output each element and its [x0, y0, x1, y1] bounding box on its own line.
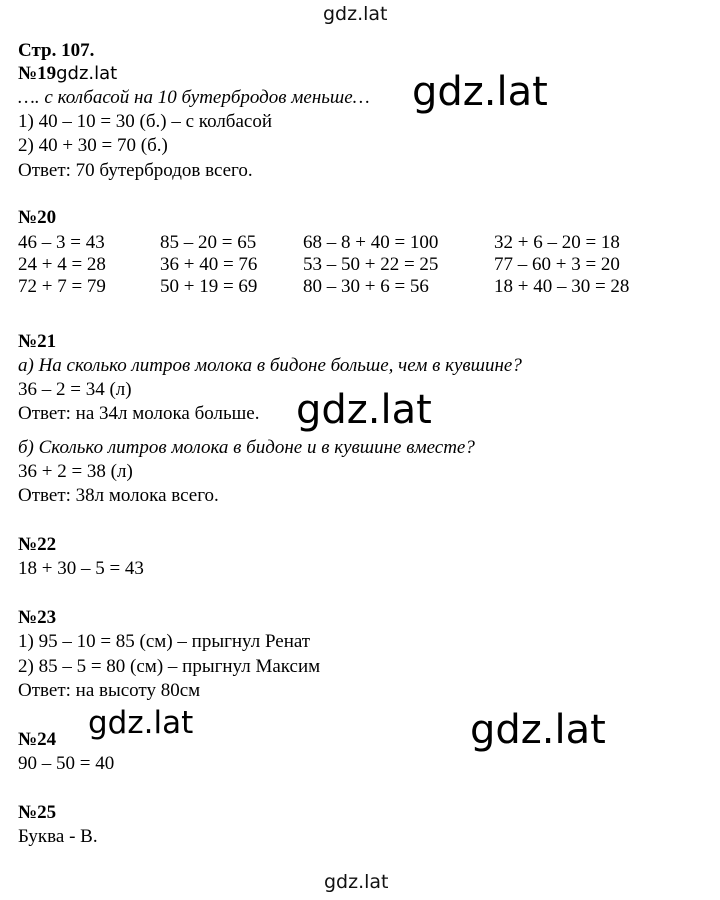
- task20-number: №20: [18, 207, 57, 228]
- watermark-top: gdz.lat: [323, 3, 388, 25]
- task21-answer-b: Ответ: 38л молока всего.: [18, 485, 219, 506]
- task19-inline-watermark: gdz.lat: [56, 63, 118, 84]
- task23-step1: 1) 95 – 10 = 85 (см) – прыгнул Ренат: [18, 631, 311, 652]
- task20-expression: 77 – 60 + 3 = 20: [494, 254, 620, 275]
- task25-answer: Буква - В.: [18, 826, 98, 847]
- task24-number: №24: [18, 729, 57, 750]
- task19-step2: 2) 40 + 30 = 70 (б.): [18, 135, 168, 156]
- task20-expression: 72 + 7 = 79: [18, 276, 106, 297]
- task20-expression: 50 + 19 = 69: [160, 276, 258, 297]
- task21-answer-a: Ответ: на 34л молока больше.: [18, 403, 260, 424]
- task21-number: №21: [18, 331, 57, 352]
- task19-step1: 1) 40 – 10 = 30 (б.) – с колбасой: [18, 111, 272, 132]
- task24-solution: 90 – 50 = 40: [18, 753, 115, 774]
- task23-number: №23: [18, 607, 57, 628]
- task20-column-1: [18, 232, 106, 298]
- task23-answer: Ответ: на высоту 80см: [18, 680, 201, 701]
- task21-solution-b: 36 + 2 = 38 (л): [18, 461, 133, 482]
- task20-expression: 36 + 40 = 76: [160, 254, 258, 275]
- task20-expression: 80 – 30 + 6 = 56: [303, 276, 429, 297]
- task20-expression: 32 + 6 – 20 = 18: [494, 232, 620, 253]
- task19-number: №19: [18, 63, 57, 84]
- watermark-large-2: gdz.lat: [296, 387, 432, 433]
- task20-expression: 18 + 40 – 30 = 28: [494, 276, 630, 297]
- task20-expression: 46 – 3 = 43: [18, 232, 105, 253]
- task23-step2: 2) 85 – 5 = 80 (см) – прыгнул Максим: [18, 656, 321, 677]
- task21-solution-a: 36 – 2 = 34 (л): [18, 379, 132, 400]
- watermark-large-3: gdz.lat: [470, 707, 606, 753]
- watermark-bottom: gdz.lat: [324, 871, 389, 893]
- task22-number: №22: [18, 534, 57, 555]
- watermark-large-1: gdz.lat: [412, 69, 548, 115]
- task19-heading: [18, 63, 117, 85]
- task20-column-3: [303, 232, 438, 298]
- task20-expression: 85 – 20 = 65: [160, 232, 257, 253]
- task25-number: №25: [18, 802, 57, 823]
- task19-answer: Ответ: 70 бутербродов всего.: [18, 160, 253, 181]
- page-label: Стр. 107.: [18, 40, 95, 61]
- task19-condition: …. с колбасой на 10 бутербродов меньше…: [18, 87, 370, 108]
- task21-question-b: б) Сколько литров молока в бидоне и в кувшине вместе?: [18, 437, 475, 458]
- task20-expression: 53 – 50 + 22 = 25: [303, 254, 439, 275]
- task22-solution: 18 + 30 – 5 = 43: [18, 558, 144, 579]
- task21-question-a: а) На сколько литров молока в бидоне больше, чем в кувшине?: [18, 355, 522, 376]
- task20-expression: 68 – 8 + 40 = 100: [303, 232, 439, 253]
- task20-column-2: [160, 232, 257, 298]
- task20-column-4: [494, 232, 629, 298]
- watermark-mid: gdz.lat: [88, 705, 194, 741]
- task20-expression: 24 + 4 = 28: [18, 254, 106, 275]
